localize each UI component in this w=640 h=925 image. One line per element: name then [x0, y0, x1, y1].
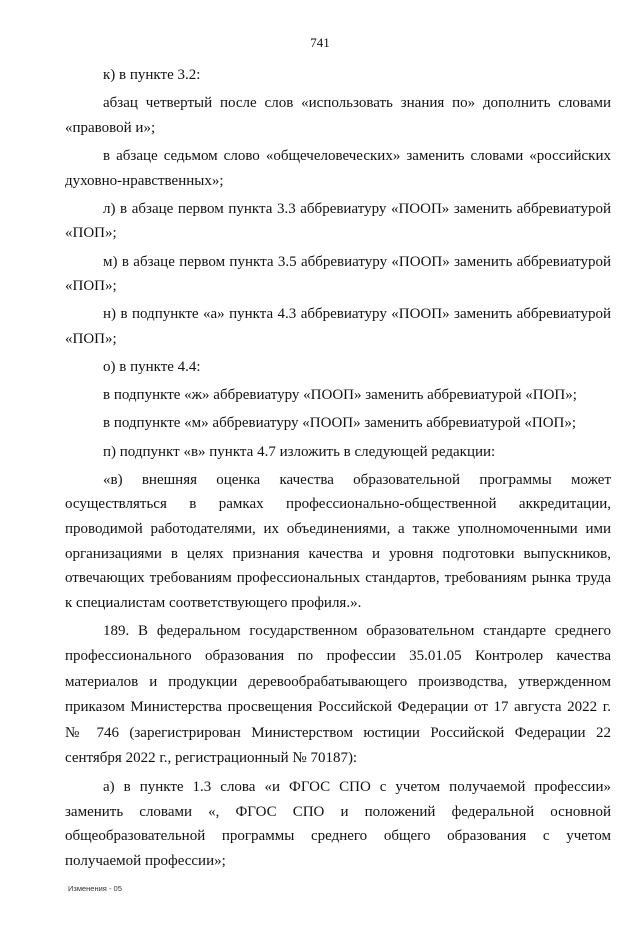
paragraph-189-a: а) в пункте 1.3 слова «и ФГОС СПО с учетом получаемой профессии» заменить словами «, ФГОС СПО и положений федеральной основной общеобразовательной программы среднего общего образования с учетом получаемой профессии»; [65, 779, 611, 869]
paragraph-n: н) в подпункте «а» пункта 4.3 аббревиатуру «ПООП» заменить аббревиатурой «ПОП»; [65, 306, 611, 347]
paragraph-k-abzac-4: абзац четвертый после слов «использовать знания по» дополнить словами «правовой и»; [65, 95, 611, 136]
paragraph-189: 189. В федеральном государственном образовательном стандарте среднего профессионального образования по профессии 35.01.05 Контролер качества материалов и продукции деревообрабатывающего производства, утвержденном приказом Министерства просвещения Российской Федерации от 17 августа 2022 г. № 746 (зарегистрирован Министерством юстиции Российской Федерации 22 сентября 2022 г., регистрационный № 70187): [65, 623, 611, 767]
paragraph-p: п) подпункт «в» пункта 4.7 изложить в следующей редакции: [103, 443, 496, 460]
paragraph-o: о) в пункте 4.4: [103, 359, 201, 376]
paragraph-o-zh: в подпункте «ж» аббревиатуру «ПООП» заменить аббревиатурой «ПОП»; [103, 387, 577, 404]
page-number: 741 [310, 35, 330, 50]
paragraph-p-quote: «в) внешняя оценка качества образовательной программы может осуществляться в рамках профессионально-общественной аккредитации, проводимой работодателями, их объединениями, а также уполномоченными ими организациями в целях признания качества и уровня подготовки выпускников, отвечающих требованиям профессиональных стандартов, требованиям рынка труда к специалистам соответствующего профиля.». [65, 471, 611, 611]
paragraph-m: м) в абзаце первом пункта 3.5 аббревиатуру «ПООП» заменить аббревиатурой «ПОП»; [65, 253, 611, 295]
footer-note: Изменения - 05 [68, 884, 122, 893]
paragraph-k: к) в пункте 3.2: [103, 67, 201, 83]
document-body [65, 63, 611, 877]
paragraph-l: л) в абзаце первом пункта 3.3 аббревиатуру «ПООП» заменить аббревиатурой «ПОП»; [65, 200, 611, 242]
paragraph-k-abzac-7: в абзаце седьмом слово «общечеловеческих» заменить словами «российских духовно-нравственных»; [65, 147, 611, 189]
paragraph-o-m: в подпункте «м» аббревиатуру «ПООП» заменить аббревиатурой «ПОП»; [103, 415, 577, 432]
